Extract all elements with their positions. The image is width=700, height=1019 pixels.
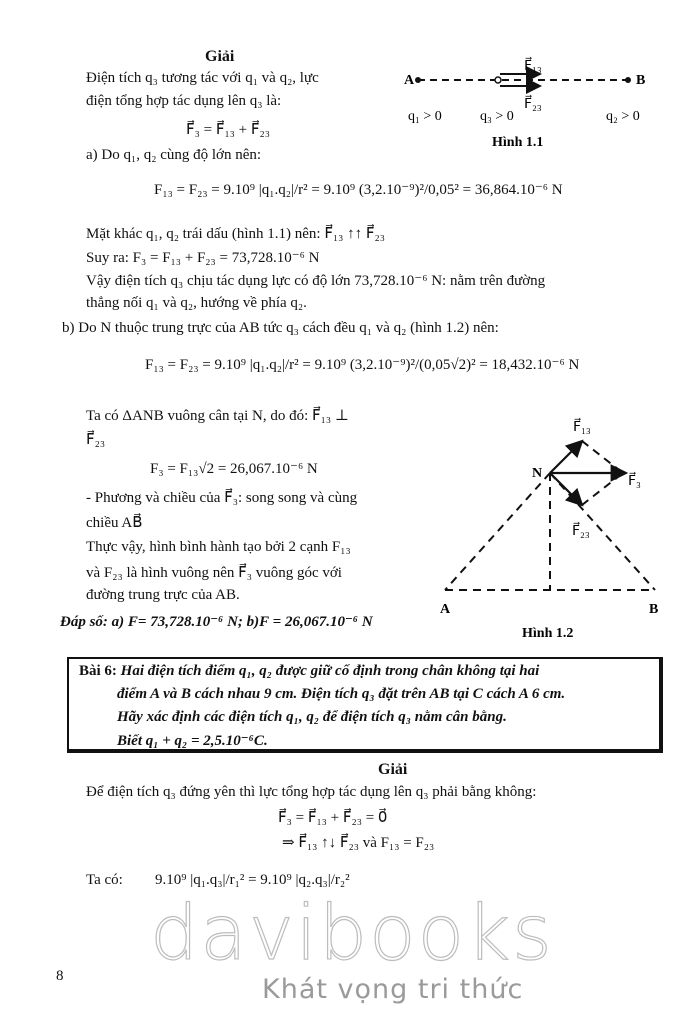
case-a: a) Do q₁, q₂ cùng độ lớn nên: [86,147,262,163]
answer-line: Đáp số: a) F= 73,728.10⁻⁶ N; b)F = 26,067.10⁻⁶ N [60,614,373,630]
fig2-caption: Hình 1.2 [522,626,574,641]
fig1-point-b: B [636,73,646,88]
fig2-f3-label: F⃗₃ [628,474,641,489]
conclusion-line-2: thẳng nối q₁ và q₂, hướng về phía q₂. [86,295,307,311]
problem-6-line-2: điểm A và B cách nhau 9 cm. Điện tích q₃ đặt trên AB tại C cách A 6 cm. [117,686,566,702]
equation-f3: F₃ = F₁₃√2 = 26,067.10⁻⁶ N [150,461,318,477]
fig1-f23-label: F⃗₂₃ [524,97,542,112]
charge-q2-dot [625,77,631,83]
charge-q1-dot [415,77,421,83]
equation-b: F₁₃ = F₂₃ = 9.10⁹ |q₁.q₂|/r² = 9.10⁹ (3,2.10⁻⁹)²/(0,05√2)² = 18,432.10⁻⁶ N [145,357,580,373]
problem-6-line-1 [79,663,539,680]
direction-line-1: - Phương và chiều của F⃗₃: song song và cùng [86,490,358,506]
parallelogram-edge-2 [582,473,623,505]
fig1-f13-label: F⃗₁₃ [524,59,542,74]
problem-6-label: Bài 6: [79,663,117,679]
triangle-line-2: F⃗₂₃ [86,432,106,448]
fig2-f13-label: F⃗₁₃ [573,420,591,435]
proof-line-1: Thực vậy, hình bình hành tạo bởi 2 cạnh F₁₃ [86,539,351,555]
f13-vector [550,441,582,473]
segment-nb [550,473,655,590]
fig2-point-a: A [440,602,451,617]
solution-heading-2: Giải [378,761,408,778]
equilibrium-line: Để điện tích q₃ đứng yên thì lực tổng hợp tác dụng lên q₃ phải bằng không: [86,784,537,800]
watermark-brand: davibooks [150,888,554,977]
fig1-point-a: A [404,73,415,88]
problem-6-text-1: Hai điện tích điểm q₁, q₂ được giữ cố định trong chân không tại hai [120,663,540,679]
page-number: 8 [56,968,64,984]
fig1-q1-label: q₁ > 0 [408,109,442,124]
intro-line-1: Điện tích q₃ tương tác với q₁ và q₂, lực [86,70,319,86]
proof-line-3: đường trung trực của AB. [86,587,240,603]
f23-vector [550,473,582,505]
proof-line-2: và F₂₃ là hình vuông nên F⃗₃ vuông góc với [86,565,342,581]
ta-co-label: Ta có: [86,872,123,888]
fig1-q3-label: q₃ > 0 [480,109,514,124]
fig1-q2-label: q₂ > 0 [606,109,640,124]
fig1-caption: Hình 1.1 [492,135,544,150]
equation-a: F₁₃ = F₂₃ = 9.10⁹ |q₁.q₂|/r² = 9.10⁹ (3,2.10⁻⁹)²/0,05² = 36,864.10⁻⁶ N [154,182,563,198]
figure-1-2 [430,405,680,645]
figure-1-1 [400,50,670,160]
problem-6-box [67,657,663,753]
fig2-f23-label: F⃗₂₃ [572,524,590,539]
problem-6-line-3: Hãy xác định các điện tích q₁, q₂ để điện tích q₃ nằm cân bằng. [117,709,507,725]
vector-sum: F⃗₃ = F⃗₁₃ + F⃗₂₃ [186,122,270,138]
intro-line-2: điện tổng hợp tác dụng lên q₃ là: [86,93,282,109]
segment-na [445,473,550,590]
conclusion-line-1: Vậy điện tích q₃ chịu tác dụng lực có độ lớn 73,728.10⁻⁶ N: nằm trên đường [86,273,546,289]
direction-line-2: chiều AB⃗ [86,515,143,531]
parallelogram-edge-1 [582,441,623,473]
implies-line: ⇒ F⃗₁₃ ↑↓ F⃗₂₃ và F₁₃ = F₂₃ [282,835,435,851]
problem-6-line-4: Biết q₁ + q₂ = 2,5.10⁻⁶C. [117,733,268,749]
force-balance-equation: 9.10⁹ |q₁.q₃|/r₁² = 9.10⁹ |q₂.q₃|/r₂² [155,872,350,888]
opposite-signs: Mặt khác q₁, q₂ trái dấu (hình 1.1) nên: F⃗₁₃ ↑↑ F⃗₂₃ [86,226,385,242]
fig2-point-b: B [649,602,659,617]
vector-equation: F⃗₃ = F⃗₁₃ + F⃗₂₃ = 0⃗ [278,810,388,826]
watermark-slogan: Khát vọng tri thức [262,974,524,1005]
suy-ra: Suy ra: F₃ = F₁₃ + F₂₃ = 73,728.10⁻⁶ N [86,250,320,266]
case-b: b) Do N thuộc trung trực của AB tức q₃ cách đều q₁ và q₂ (hình 1.2) nên: [62,320,499,336]
triangle-line-1: Ta có ΔANB vuông cân tại N, do đó: F⃗₁₃ ⊥ [86,408,349,424]
charge-q3-dot [495,77,501,83]
solution-heading: Giải [205,48,235,65]
fig2-point-n: N [532,466,543,481]
